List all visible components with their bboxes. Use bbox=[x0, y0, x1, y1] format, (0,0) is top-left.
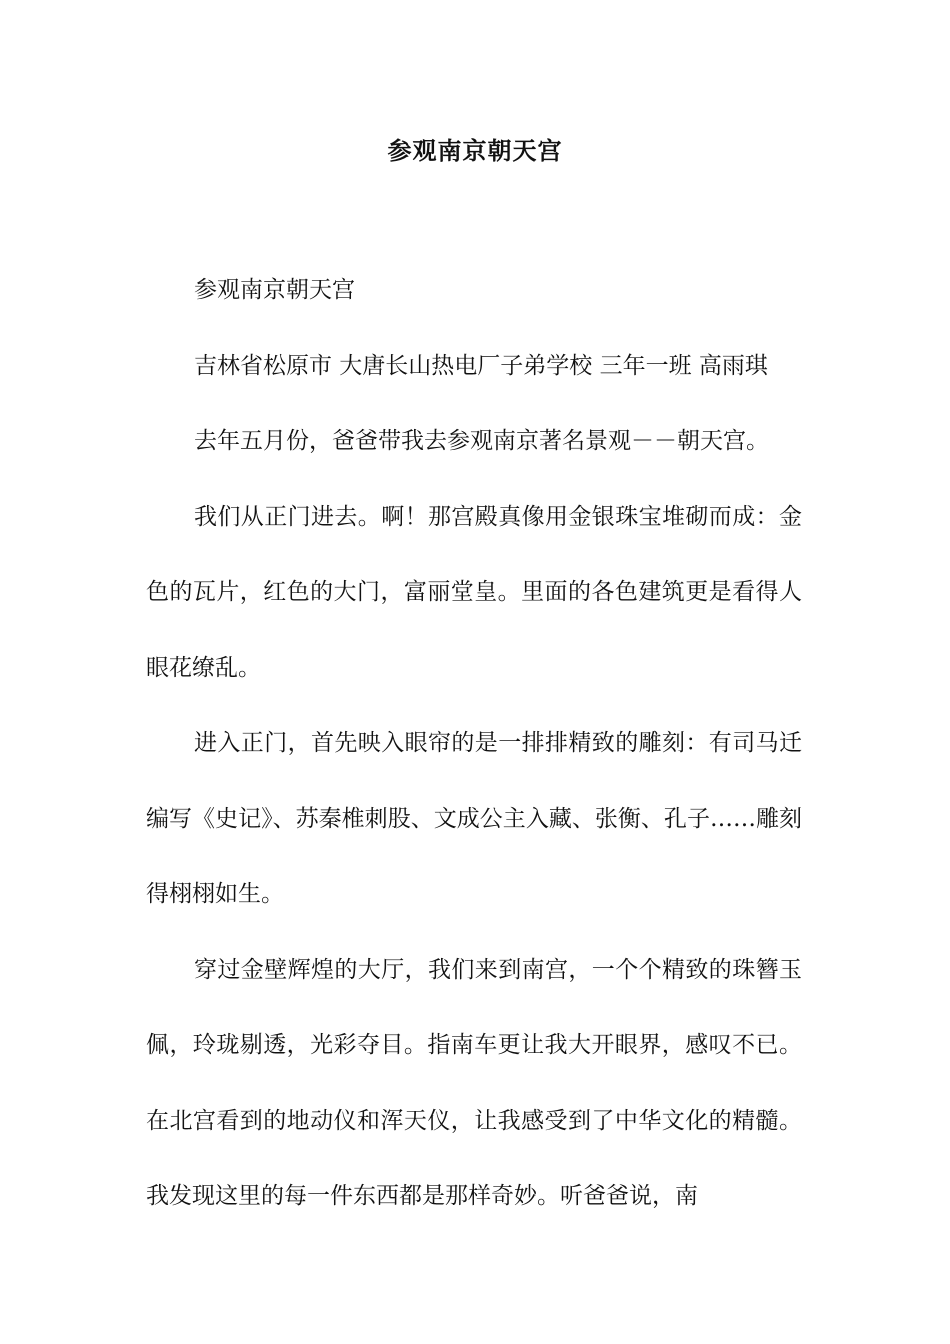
paragraph-subtitle: 参观南京朝天宫 bbox=[194, 277, 355, 303]
paragraph-carvings: 进入正门，首先映入眼帘的是一排排精致的雕刻：有司马迁编写《史记》、苏秦椎刺股、文成公主入藏、张衡、孔子……雕刻得栩栩如生。 bbox=[146, 730, 802, 907]
paragraph-south-north-palace: 穿过金壁辉煌的大厅，我们来到南宫，一个个精致的珠簪玉佩，玲珑剔透，光彩夺目。指南车更让我大开眼界，感叹不已。在北宫看到的地动仪和浑天仪，让我感受到了中华文化的精髓。我发现这里的每一件东西都是那样奇妙。听爸爸说，南 bbox=[146, 956, 802, 1209]
paragraph-intro: 去年五月份，爸爸带我去参观南京著名景观－－朝天宫。 bbox=[194, 428, 769, 454]
document-title: 参观南京朝天宫 bbox=[387, 136, 563, 165]
paragraph-palace-entrance: 我们从正门进去。啊！那宫殿真像用金银珠宝堆砌而成：金色的瓦片，红色的大门，富丽堂皇。里面的各色建筑更是看得人眼花缭乱。 bbox=[146, 503, 802, 681]
paragraph-author-line: 吉林省松原市 大唐长山热电厂子弟学校 三年一班 高雨琪 bbox=[194, 352, 768, 379]
document-body bbox=[146, 253, 802, 1235]
